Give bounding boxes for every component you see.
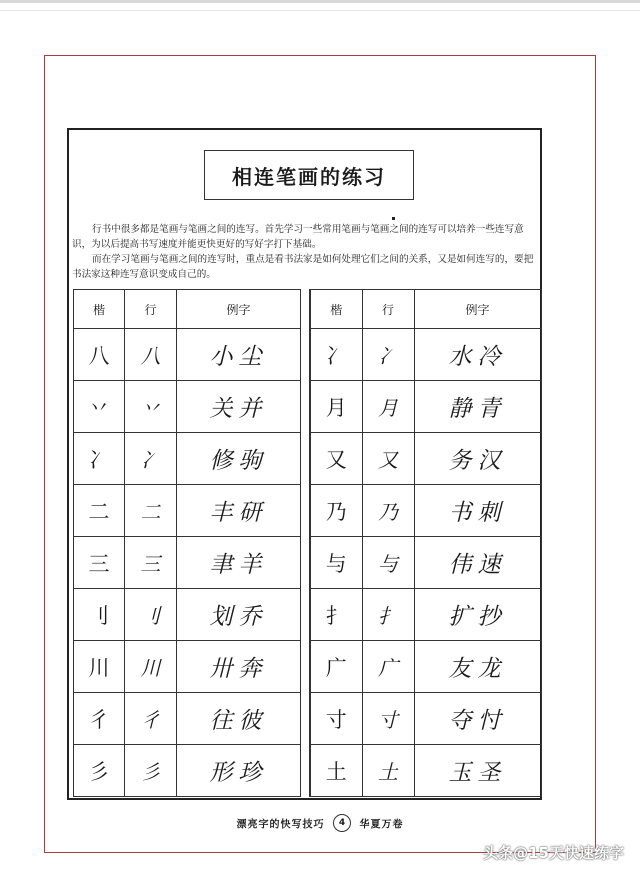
header-example: 例字	[177, 290, 301, 329]
example-characters: 书刺	[414, 485, 541, 537]
regular-script-stroke: 寸	[310, 693, 362, 745]
table-header-row	[74, 290, 301, 329]
regular-script-stroke: 彡	[74, 745, 125, 797]
example-characters: 水冷	[414, 329, 541, 381]
top-rule	[0, 0, 640, 3]
header-xing: 行	[125, 290, 177, 329]
regular-script-stroke: 八	[74, 329, 125, 381]
table-row	[310, 537, 541, 589]
example-characters: 扩抄	[414, 589, 541, 641]
header-kai: 楷	[310, 290, 362, 329]
regular-script-stroke: 冫	[74, 433, 125, 485]
footer-publisher: 华夏万卷	[359, 819, 404, 831]
running-script-stroke: 又	[362, 433, 414, 485]
table-row	[74, 329, 301, 381]
regular-script-stroke: 二	[74, 485, 125, 537]
footer-book-title: 漂亮字的快写技巧	[236, 819, 325, 831]
table-row	[74, 693, 301, 745]
running-script-stroke: 八	[125, 329, 177, 381]
running-script-stroke: 广	[362, 641, 414, 693]
watermark: 头条@15天快速练字	[483, 844, 624, 862]
example-characters: 聿羊	[177, 537, 301, 589]
example-characters: 划乔	[177, 589, 301, 641]
marker-dot	[392, 217, 395, 220]
regular-script-stroke: 又	[310, 433, 362, 485]
example-characters: 静青	[414, 381, 541, 433]
table-row	[74, 537, 301, 589]
example-characters: 玉圣	[414, 745, 541, 797]
example-characters: 形珍	[177, 745, 301, 797]
example-characters: 卅奔	[177, 641, 301, 693]
running-script-stroke: 二	[125, 485, 177, 537]
header-example: 例字	[414, 290, 541, 329]
running-script-stroke: 冫	[362, 329, 414, 381]
table-row	[310, 329, 541, 381]
example-characters: 友龙	[414, 641, 541, 693]
running-script-stroke: 彳	[125, 693, 177, 745]
running-script-stroke: 丷	[125, 381, 177, 433]
page-title: 相连笔画的练习	[232, 165, 386, 189]
example-characters: 丰研	[177, 485, 301, 537]
example-characters: 伟速	[414, 537, 541, 589]
regular-script-stroke: 彳	[74, 693, 125, 745]
header-xing: 行	[362, 290, 414, 329]
regular-script-stroke: 月	[310, 381, 362, 433]
regular-script-stroke: 扌	[310, 589, 362, 641]
right-practice-table	[309, 289, 542, 797]
regular-script-stroke: 丷	[74, 381, 125, 433]
table-header-row	[310, 290, 541, 329]
title-box	[204, 150, 414, 200]
table-row	[74, 381, 301, 433]
running-script-stroke: 乃	[362, 485, 414, 537]
table-row	[74, 745, 301, 797]
running-script-stroke: 冫	[125, 433, 177, 485]
running-script-stroke: 彡	[125, 745, 177, 797]
running-script-stroke: 刂	[125, 589, 177, 641]
table-row	[310, 485, 541, 537]
page-number: 4	[333, 814, 351, 832]
regular-script-stroke: 三	[74, 537, 125, 589]
page-footer	[0, 814, 640, 832]
table-row	[310, 381, 541, 433]
table-row	[74, 641, 301, 693]
example-characters: 夺忖	[414, 693, 541, 745]
intro-paragraph: 行书中很多都是笔画与笔画之间的连写。首先学习一些常用笔画与笔画之间的连写可以培养一些连写意识，为以后提高书写速度并能更快更好的写好字打下基础。	[72, 224, 524, 250]
table-row	[74, 485, 301, 537]
table-row	[310, 745, 541, 797]
top-rule-secondary	[0, 10, 640, 11]
table-row	[74, 433, 301, 485]
running-script-stroke: 月	[362, 381, 414, 433]
table-row	[74, 589, 301, 641]
regular-script-stroke: 广	[310, 641, 362, 693]
table-row	[310, 589, 541, 641]
running-script-stroke: 土	[362, 745, 414, 797]
running-script-stroke: 扌	[362, 589, 414, 641]
example-characters: 往彼	[177, 693, 301, 745]
running-script-stroke: 三	[125, 537, 177, 589]
running-script-stroke: 川	[125, 641, 177, 693]
regular-script-stroke: 刂	[74, 589, 125, 641]
example-characters: 修驹	[177, 433, 301, 485]
example-characters: 关并	[177, 381, 301, 433]
regular-script-stroke: 川	[74, 641, 125, 693]
table-row	[310, 641, 541, 693]
example-characters: 小尘	[177, 329, 301, 381]
intro-paragraph: 而在学习笔画与笔画之间的连写时，重点是看书法家是如何处理它们之间的关系，又是如何连写的，要把书法家这种连写意识变成自己的。	[72, 254, 534, 280]
intro-text	[72, 222, 542, 282]
table-row	[310, 433, 541, 485]
regular-script-stroke: 乃	[310, 485, 362, 537]
regular-script-stroke: 冫	[310, 329, 362, 381]
regular-script-stroke: 与	[310, 537, 362, 589]
regular-script-stroke: 土	[310, 745, 362, 797]
left-practice-table	[73, 289, 301, 797]
example-characters: 务汉	[414, 433, 541, 485]
running-script-stroke: 寸	[362, 693, 414, 745]
header-kai: 楷	[74, 290, 125, 329]
table-row	[310, 693, 541, 745]
running-script-stroke: 与	[362, 537, 414, 589]
